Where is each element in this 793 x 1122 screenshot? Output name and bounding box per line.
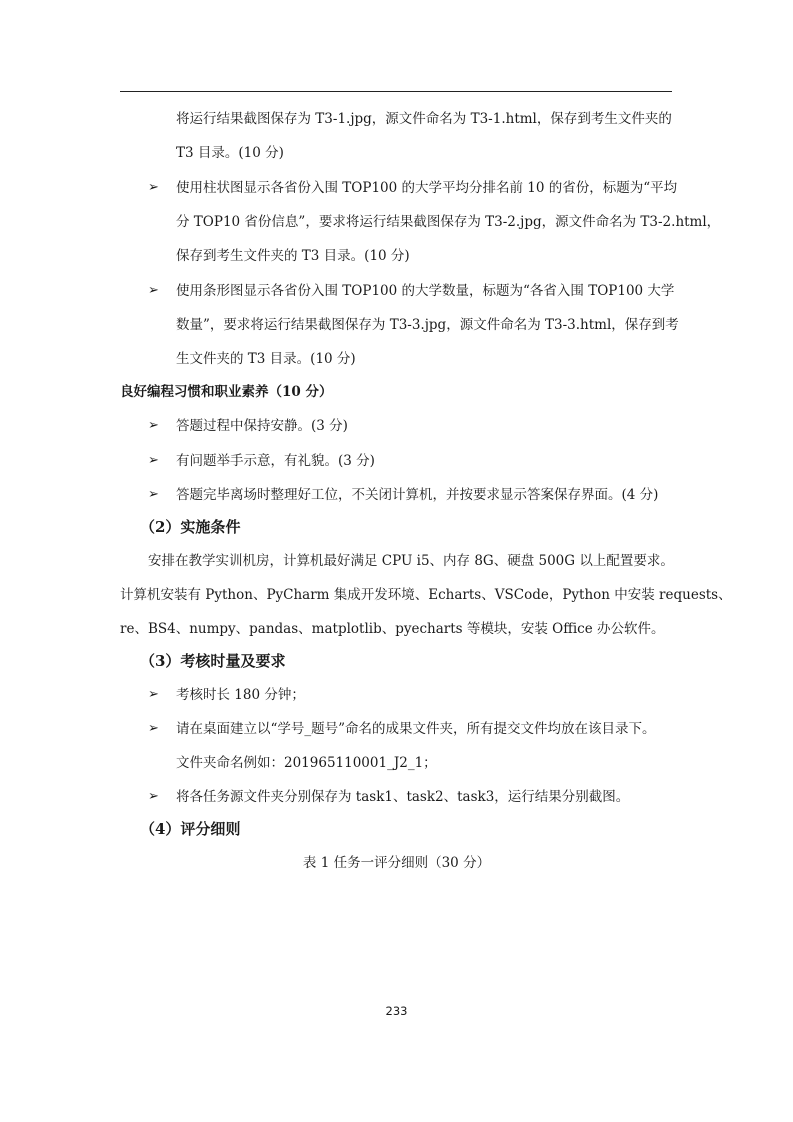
paragraph-line: re、BS4、numpy、pandas、matplotlib、pyecharts 等模块，安装 Office 办公软件。 bbox=[120, 621, 665, 637]
list-item: 答题过程中保持安静。(3 分) bbox=[176, 418, 348, 434]
text-line: T3 目录。(10 分) bbox=[176, 145, 284, 161]
text-line: 将运行结果截图保存为 T3-1.jpg，源文件命名为 T3-1.html，保存到考生文件夹的 bbox=[176, 111, 672, 127]
text-line: 生文件夹的 T3 目录。(10 分) bbox=[176, 351, 356, 367]
arrow-bullet-icon: ➢ bbox=[148, 721, 159, 736]
arrow-bullet-icon: ➢ bbox=[148, 283, 159, 298]
arrow-bullet-icon: ➢ bbox=[148, 687, 159, 702]
arrow-bullet-icon: ➢ bbox=[148, 453, 159, 468]
list-item: 答题完毕离场时整理好工位，不关闭计算机，并按要求显示答案保存界面。(4 分) bbox=[176, 487, 659, 503]
page-number: 233 bbox=[385, 1004, 408, 1018]
text-line: 使用柱状图显示各省份入围 TOP100 的大学平均分排名前 10 的省份，标题为“平均 bbox=[176, 180, 678, 196]
arrow-bullet-icon: ➢ bbox=[148, 418, 159, 433]
arrow-bullet-icon: ➢ bbox=[148, 180, 159, 195]
list-item: 有问题举手示意，有礼貌。(3 分) bbox=[176, 453, 375, 469]
section-heading: （4）评分细则 bbox=[140, 820, 241, 838]
text-line: 数量”，要求将运行结果截图保存为 T3-3.jpg，源文件命名为 T3-3.html，保存到考 bbox=[176, 317, 679, 333]
text-line: 保存到考生文件夹的 T3 目录。(10 分) bbox=[176, 248, 410, 264]
habits-heading: 良好编程习惯和职业素养（10 分） bbox=[120, 384, 333, 400]
list-item: 考核时长 180 分钟； bbox=[176, 687, 305, 703]
arrow-bullet-icon: ➢ bbox=[148, 487, 159, 502]
header-rule bbox=[120, 91, 672, 92]
list-item: 文件夹命名例如：201965110001_J2_1； bbox=[176, 755, 437, 771]
paragraph-line: 安排在教学实训机房，计算机最好满足 CPU i5、内存 8G、硬盘 500G 以上配置要求。 bbox=[148, 553, 674, 569]
list-item: 将各任务源文件夹分别保存为 task1、task2、task3，运行结果分别截图。 bbox=[176, 789, 630, 805]
list-item: 请在桌面建立以“学号_题号”命名的成果文件夹，所有提交文件均放在该目录下。 bbox=[176, 721, 656, 737]
table-caption: 表 1 任务一评分细则（30 分） bbox=[302, 855, 491, 871]
section-heading: （3）考核时量及要求 bbox=[140, 652, 286, 670]
section-heading: （2）实施条件 bbox=[140, 518, 241, 536]
arrow-bullet-icon: ➢ bbox=[148, 789, 159, 804]
paragraph-line: 计算机安装有 Python、PyCharm 集成开发环境、Echarts、VSCode，Python 中安装 requests、 bbox=[120, 587, 732, 603]
text-line: 分 TOP10 省份信息”，要求将运行结果截图保存为 T3-2.jpg，源文件命名为 T3-2.html， bbox=[176, 214, 721, 230]
text-line: 使用条形图显示各省份入围 TOP100 的大学数量，标题为“各省入围 TOP100 大学 bbox=[176, 283, 675, 299]
